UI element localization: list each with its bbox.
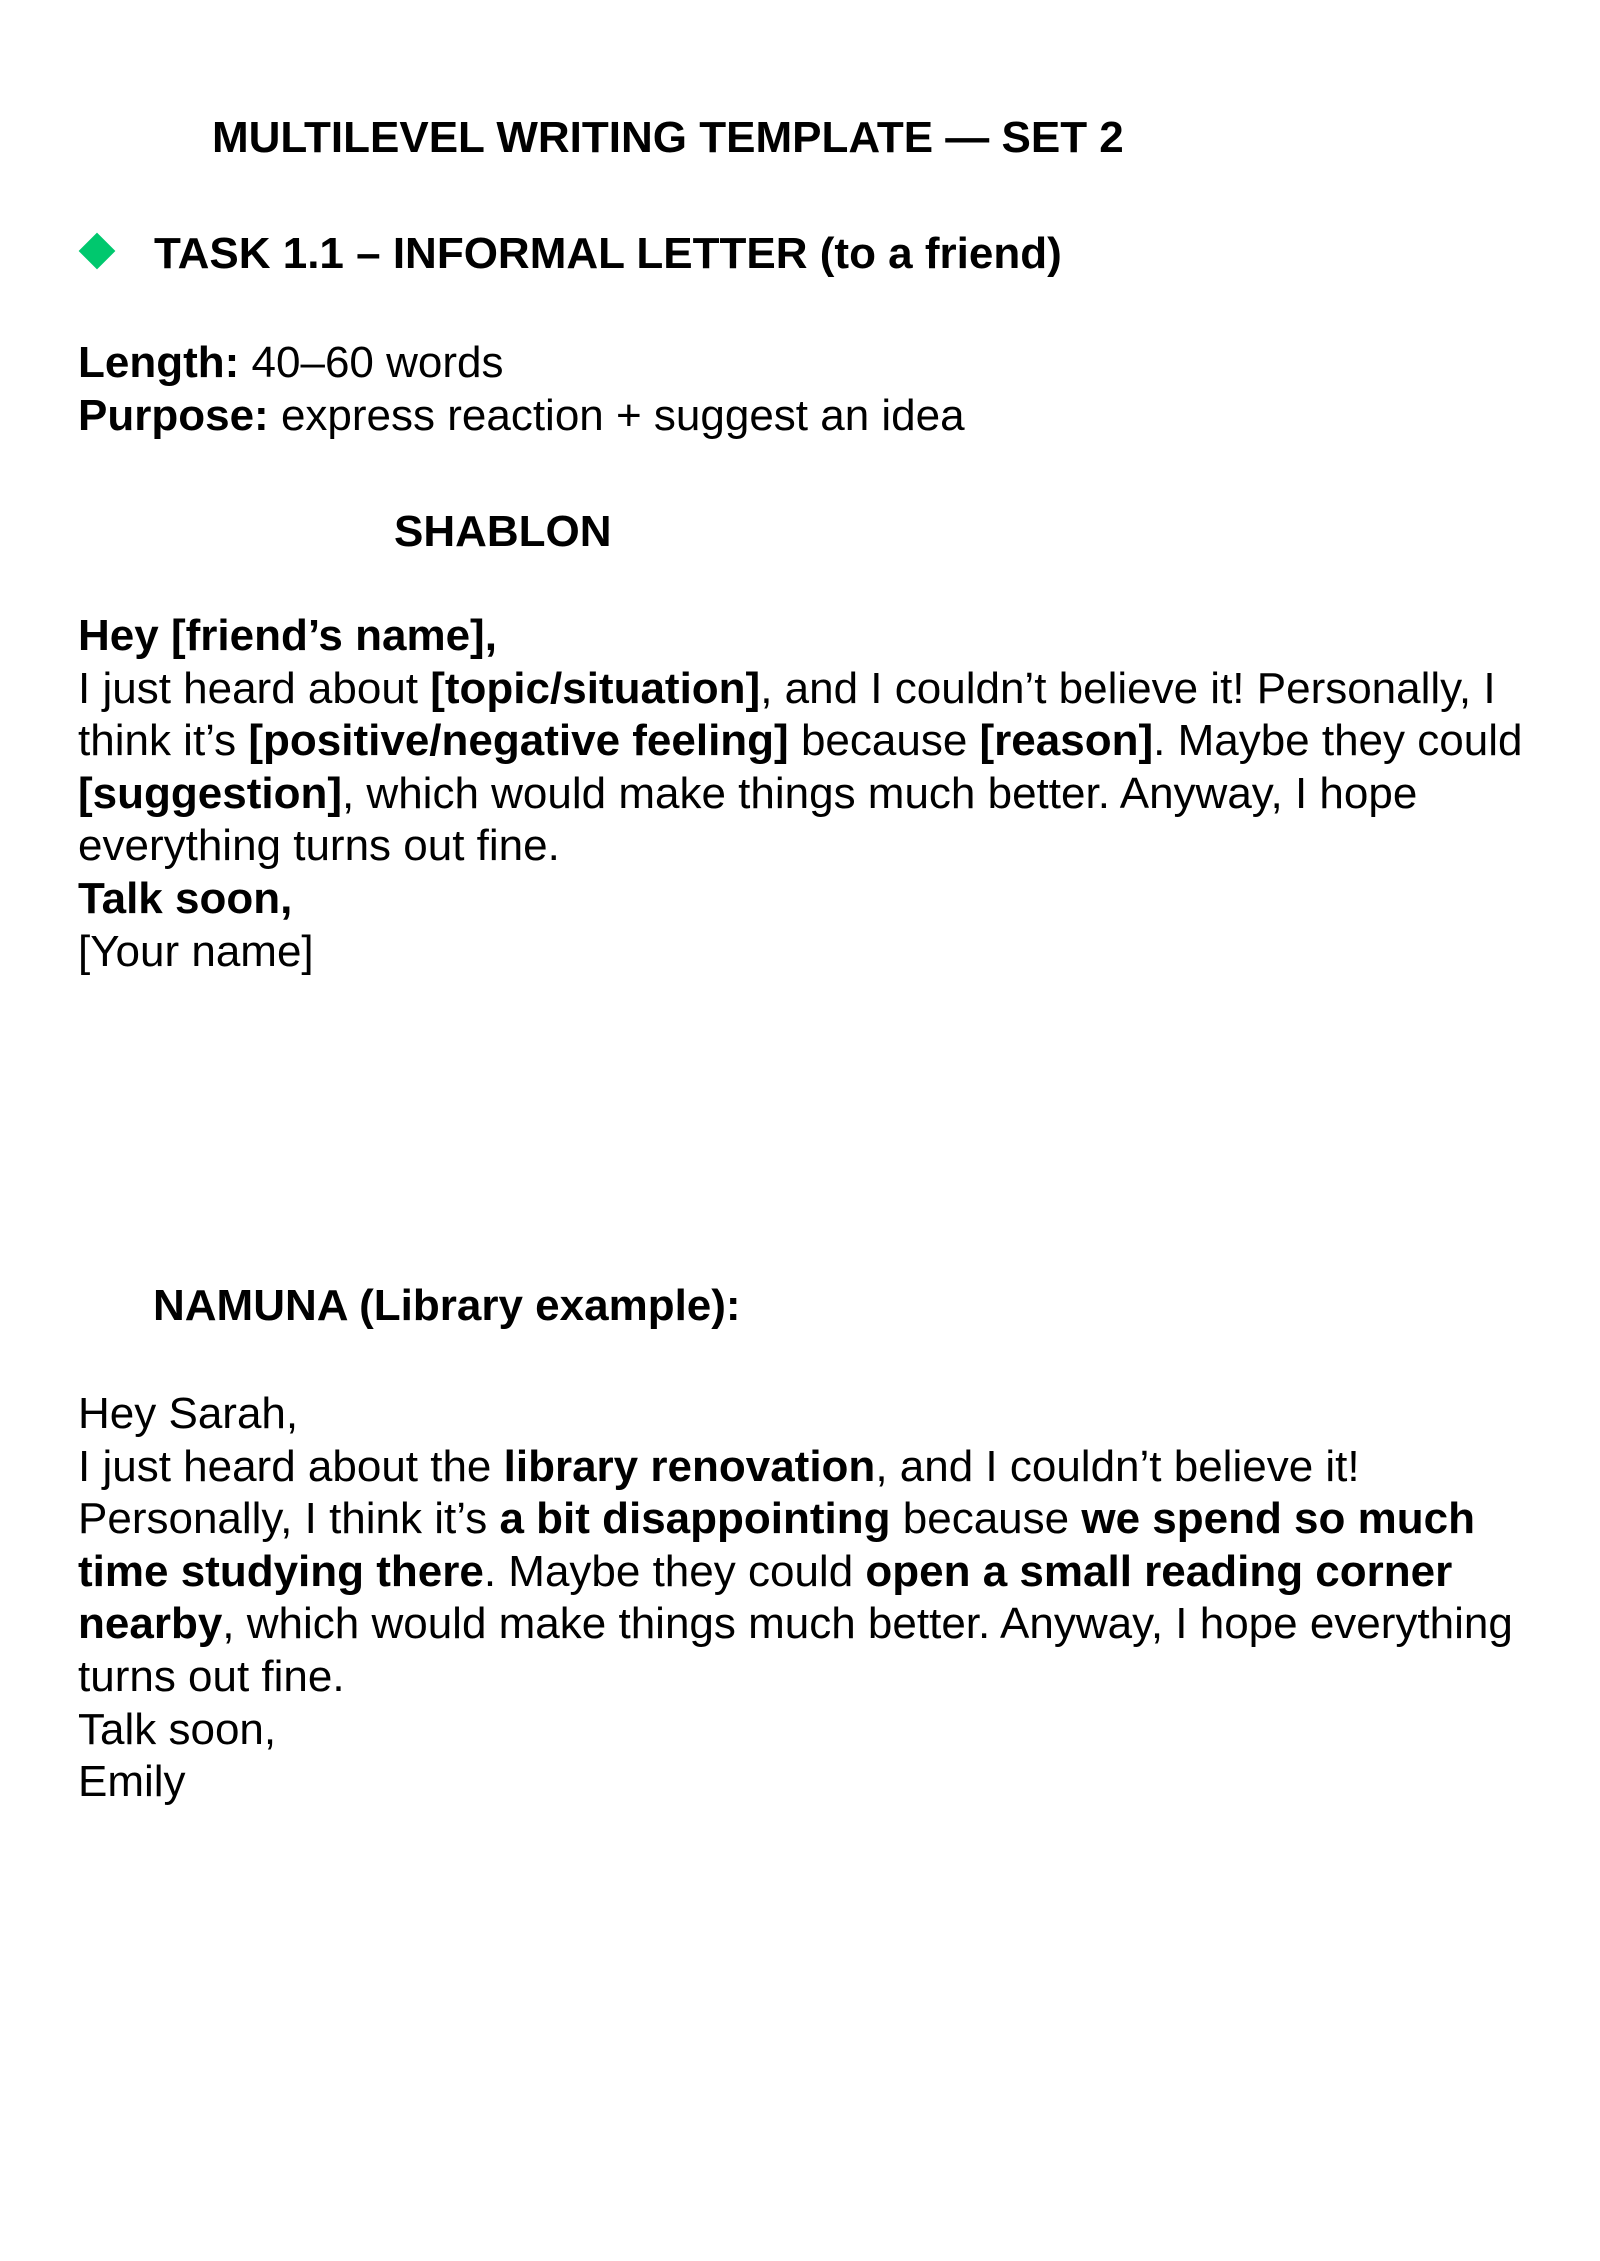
- template-letter: [78, 610, 1548, 978]
- sample-reason: we spend so much time studying there: [78, 1494, 1475, 1596]
- sample-body-text-1: I just heard about the: [78, 1441, 504, 1491]
- template-body: [78, 663, 1548, 873]
- template-topic-placeholder: [topic/situation]: [430, 663, 761, 713]
- template-reason-placeholder: [reason]: [979, 716, 1154, 766]
- template-heading: SHABLON: [394, 507, 612, 556]
- task-info: [78, 336, 965, 442]
- task-heading: [78, 224, 1062, 284]
- sample-closing: Talk soon,: [78, 1704, 277, 1754]
- sample-feeling: a bit disappointing: [499, 1494, 891, 1544]
- purpose-label: Purpose:: [78, 391, 269, 440]
- sample-heading: NAMUNA (Library example):: [153, 1281, 741, 1330]
- sample-body-text-3: because: [890, 1494, 1082, 1544]
- task-heading-text: TASK 1.1 – INFORMAL LETTER (to a friend): [154, 229, 1062, 278]
- template-body-text-1: I just heard about: [78, 663, 431, 713]
- template-body-text-2: , and I couldn’t believe it! Personally, I think it’s: [78, 663, 1496, 766]
- sample-body-text-4: . Maybe they could: [483, 1546, 866, 1596]
- sample-body: [78, 1441, 1548, 1704]
- template-greeting: Hey [friend’s name],: [78, 611, 497, 660]
- sample-body-text-5: , which would make things much better. Anyway, I hope everything turns out fine.: [78, 1599, 1513, 1701]
- sample-greeting: Hey Sarah,: [78, 1389, 299, 1438]
- length-row: [78, 336, 965, 389]
- purpose-row: [78, 389, 965, 442]
- document-title: MULTILEVEL WRITING TEMPLATE — SET 2: [212, 113, 1124, 162]
- sample-suggestion: open a small reading corner nearby: [78, 1546, 1453, 1649]
- template-closing: Talk soon,: [78, 873, 293, 923]
- template-body-text-3: because: [788, 716, 980, 766]
- template-feeling-placeholder: [positive/negative feeling]: [248, 716, 789, 766]
- length-label: Length:: [78, 338, 240, 387]
- sample-body-text-2: , and I couldn’t believe it! Personally, I think it’s: [78, 1441, 1360, 1544]
- diamond-icon: [79, 233, 116, 270]
- purpose-value: express reaction + suggest an idea: [280, 391, 965, 440]
- sample-letter: [78, 1388, 1548, 1809]
- sample-topic: library renovation: [503, 1441, 876, 1491]
- sample-signature: Emily: [78, 1757, 186, 1807]
- template-suggestion-placeholder: [suggestion]: [78, 768, 342, 818]
- length-value: 40–60 words: [251, 338, 504, 387]
- template-body-text-5: , which would make things much better. Anyway, I hope everything turns out fine.: [78, 768, 1418, 871]
- template-body-text-4: . Maybe they could: [1153, 716, 1523, 766]
- template-signature: [Your name]: [78, 926, 314, 976]
